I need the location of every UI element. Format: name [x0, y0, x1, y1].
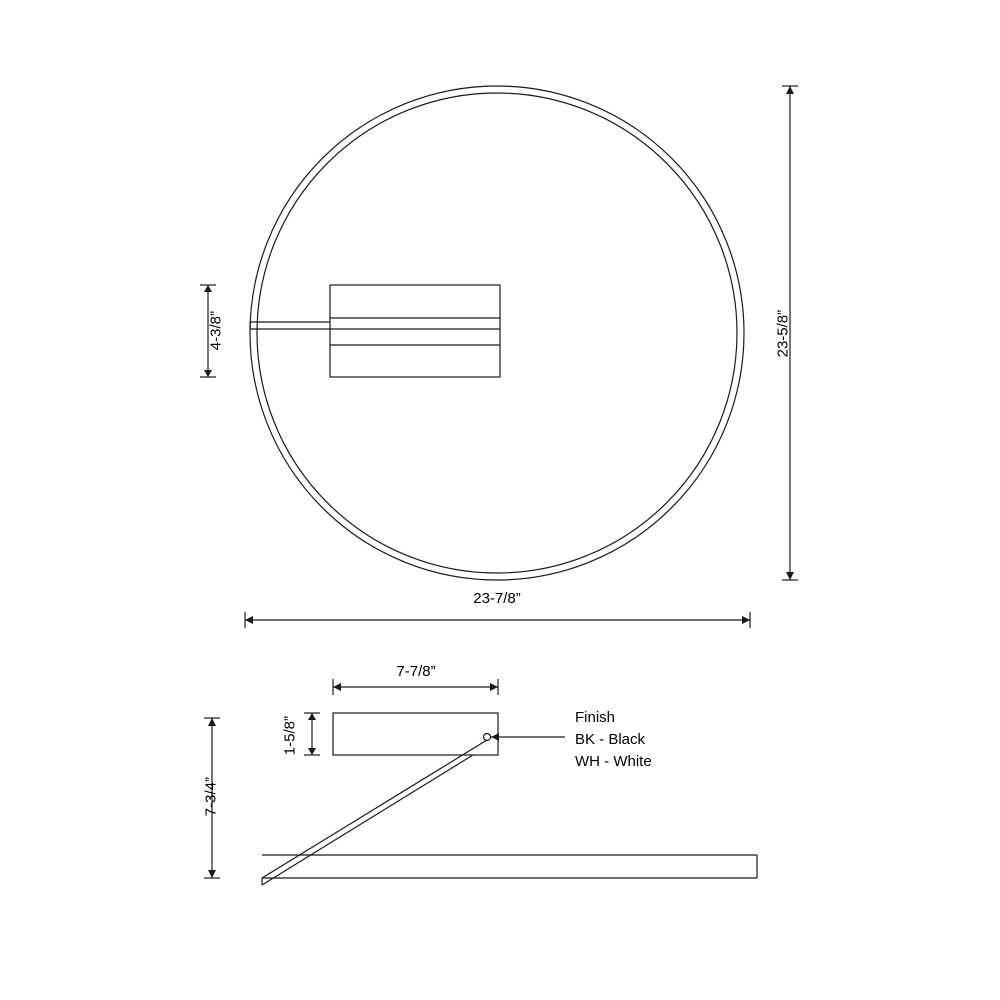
dim-body-width-arrow-right — [490, 683, 498, 691]
finish-option-black: BK - Black — [575, 731, 646, 748]
plan-canopy-rect — [330, 285, 500, 377]
dim-body-width-arrow-left — [333, 683, 341, 691]
dim-overall-height-arrow-up — [208, 718, 216, 726]
plan-outer-circle — [250, 86, 744, 580]
dim-inner-dia-arrow-down — [786, 572, 794, 580]
dim-body-height-arrow-down — [308, 748, 316, 755]
dim-inner-dia-arrow-up — [786, 86, 794, 94]
dim-canopy-width-arrow-down — [204, 370, 212, 377]
dim-overall-height-arrow-down — [208, 870, 216, 878]
finish-leader-arrow — [491, 733, 499, 741]
dim-label-body-height: 1-5/8” — [281, 716, 299, 756]
elevation-node-circle — [484, 734, 491, 741]
dim-label-inner-diameter: 23-5/8” — [774, 309, 792, 358]
dim-label-overall-height: 7-3/4” — [202, 777, 220, 817]
finish-option-white: WH - White — [575, 753, 652, 770]
dim-label-body-width: 7-7/8” — [396, 663, 436, 680]
dim-body-height-arrow-up — [308, 713, 316, 720]
plan-inner-circle — [257, 93, 737, 573]
dim-label-outer-diameter: 23-7/8” — [473, 590, 521, 607]
dim-label-canopy-width: 4-3/8” — [207, 311, 225, 351]
dim-outer-dia-arrow-right — [742, 616, 750, 624]
dim-outer-dia-arrow-left — [245, 616, 253, 624]
finish-heading: Finish — [575, 709, 616, 726]
finish-callout — [575, 707, 652, 773]
